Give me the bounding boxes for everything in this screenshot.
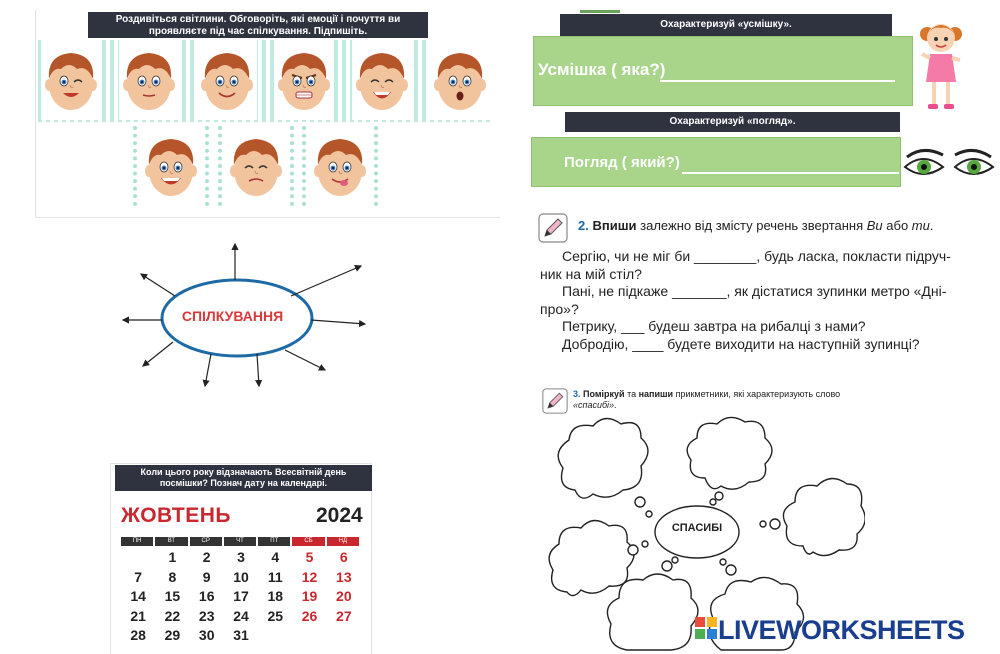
emoji-wink-face[interactable]	[41, 40, 101, 120]
calendar-date-cell[interactable]: 26	[301, 607, 318, 624]
exercise-2-body	[540, 248, 980, 353]
faces-instruction: Роздивіться світлини. Обговоріть, які емоції і почуття ви проявляєте під час спілкування. Підпишіть.	[88, 12, 428, 38]
look-instruction: Охарактеризуй «погляд».	[565, 112, 900, 132]
calendar-date-cell	[258, 626, 292, 646]
exercise-2-number: 2.	[578, 218, 589, 233]
calendar-week-row	[121, 587, 361, 607]
calendar-date-cell[interactable]: 17	[233, 588, 249, 604]
emoji-tongue-face[interactable]	[302, 126, 378, 206]
exercise-2-title-text: залежно від змісту речень звертання	[636, 218, 867, 233]
calendar-weekday: ВТ	[155, 537, 187, 546]
exercise-2-line: ник на мій стіл?	[540, 265, 642, 282]
calendar-date-cell[interactable]: 2	[202, 549, 211, 565]
exercise-2-verb: Впиши	[592, 218, 637, 233]
mindmap-center-label: СПІЛКУВАННЯ	[181, 308, 284, 324]
calendar-weekday: СР	[190, 537, 222, 546]
calendar-date-cell[interactable]: 3	[237, 549, 245, 565]
calendar-date-cell[interactable]: 5	[305, 549, 314, 565]
calendar-weekday: ЧТ	[224, 537, 256, 546]
pencil-icon	[538, 213, 568, 243]
calendar-date-cell[interactable]: 25	[267, 607, 284, 624]
calendar-date-cell[interactable]: 23	[198, 607, 215, 624]
calendar-date-cell[interactable]: 15	[164, 588, 181, 604]
exercise-2-line[interactable]: Петрику, ___ будеш завтра на рибалці з нами?	[562, 318, 866, 334]
calendar-weekday: ПН	[121, 537, 153, 546]
exercise-3-dot: .	[614, 400, 617, 410]
calendar-date-cell[interactable]: 9	[202, 568, 211, 585]
calendar-year: 2024	[316, 504, 363, 527]
look-prompt: Погляд ( який?)	[564, 154, 680, 171]
exercise-2-or: або	[882, 218, 912, 233]
calendar-date-cell[interactable]: 29	[164, 627, 181, 643]
calendar-date-cell[interactable]: 11	[267, 568, 283, 585]
exercise-3-title-text: прикметники, які характеризують слово	[673, 389, 841, 399]
calendar-date-cell[interactable]: 16	[198, 588, 215, 604]
calendar-week-row	[121, 548, 361, 568]
cloud-1	[558, 418, 648, 498]
eyes-illustration	[903, 145, 995, 189]
exercise-3-word: «спасибі»	[573, 400, 615, 410]
liveworksheets-logo-icon	[695, 617, 717, 639]
exercise-2-ty: ти	[911, 218, 930, 233]
exercise-3-title	[573, 389, 873, 411]
calendar-weekday: СБ	[292, 537, 324, 546]
calendar-date-cell[interactable]: 13	[336, 568, 352, 585]
calendar-date-cell[interactable]: 28	[130, 627, 146, 643]
calendar-weekday: ПТ	[258, 537, 290, 546]
calendar-date-cell[interactable]: 21	[130, 607, 146, 624]
calendar-date-cell	[327, 626, 361, 646]
calendar-date-cell[interactable]: 22	[164, 607, 181, 624]
exercise-2-line: про»?	[540, 300, 579, 317]
exercise-3-number: 3.	[573, 389, 581, 399]
exercise-2-title-end: .	[929, 218, 934, 233]
calendar-date-cell[interactable]: 30	[198, 627, 215, 643]
calendar-week-row	[121, 607, 361, 627]
faces-row-1	[38, 40, 493, 122]
calendar-weekday: НД	[327, 537, 359, 546]
calendar-date-cell[interactable]: 31	[233, 627, 249, 643]
calendar-date-cell[interactable]: 20	[336, 588, 352, 604]
calendar-week-row	[121, 626, 361, 646]
smile-prompt: Усмішка ( яка?)	[538, 60, 666, 79]
exercise-2-line[interactable]: Сергію, чи не міг би ________, будь ласка, покласти підруч-	[562, 248, 951, 264]
calendar-weekdays	[121, 537, 361, 546]
calendar-date-cell[interactable]: 10	[233, 568, 249, 585]
emoji-squint-face[interactable]	[218, 126, 294, 206]
faces-row-2	[133, 126, 378, 206]
cloud-2	[687, 417, 772, 489]
look-answer-line[interactable]	[682, 172, 899, 174]
liveworksheets-brand[interactable]: LIVEWORKSHEETS	[718, 615, 965, 645]
cloud-3	[783, 478, 865, 555]
emoji-laughing-face[interactable]	[352, 40, 412, 120]
emoji-grinning-face[interactable]	[133, 126, 209, 206]
decor-mark	[580, 10, 620, 13]
calendar-date-cell[interactable]: 19	[301, 588, 318, 604]
exercise-3-verb-2: напиши	[638, 389, 674, 399]
calendar-date-cell	[292, 626, 326, 646]
calendar-date-cell[interactable]: 27	[336, 607, 352, 624]
girl-illustration	[918, 18, 964, 118]
calendar-date-cell[interactable]: 6	[339, 549, 348, 565]
calendar-date-cell[interactable]: 12	[301, 568, 318, 585]
calendar-week-row	[121, 568, 361, 588]
exercise-2-title	[578, 218, 988, 233]
calendar-date-cell[interactable]: 18	[267, 588, 284, 604]
exercise-3-verb-1: Поміркуй	[583, 389, 625, 399]
calendar-date-cell[interactable]: 24	[233, 607, 249, 624]
calendar-date-cell[interactable]: 14	[130, 588, 146, 604]
exercise-3-and: та	[624, 389, 639, 399]
emoji-angry-face[interactable]	[274, 40, 334, 120]
exercise-2-vy: Ви	[866, 218, 883, 233]
exercise-2-line[interactable]: Добродію, ____ будете виходити на наступній зупинці?	[562, 335, 920, 352]
exercise-2-line[interactable]: Пані, не підкаже _______, як дістатися зупинки метро «Дні-	[562, 283, 947, 299]
calendar-grid	[121, 548, 361, 646]
emoji-neutral-face[interactable]	[119, 40, 179, 120]
calendar-date-cell[interactable]: 7	[134, 568, 143, 585]
cloud-4	[549, 520, 634, 595]
smile-instruction: Охарактеризуй «усмішку».	[560, 14, 892, 36]
emoji-happy-face[interactable]	[197, 40, 257, 120]
calendar-date-cell[interactable]: 1	[168, 549, 177, 565]
calendar-question: Коли цього року відзначають Всесвітній день посмішки? Познач дату на календарі.	[115, 465, 372, 491]
clouds-center-word: СПАСИБІ	[671, 522, 723, 534]
emoji-surprised-face[interactable]	[430, 40, 490, 120]
calendar-date-cell	[121, 548, 155, 568]
smile-answer-line[interactable]	[660, 80, 895, 82]
calendar-date-cell[interactable]: 4	[271, 549, 280, 565]
calendar-month: ЖОВТЕНЬ	[121, 504, 231, 527]
calendar-date-cell[interactable]: 8	[168, 568, 177, 585]
